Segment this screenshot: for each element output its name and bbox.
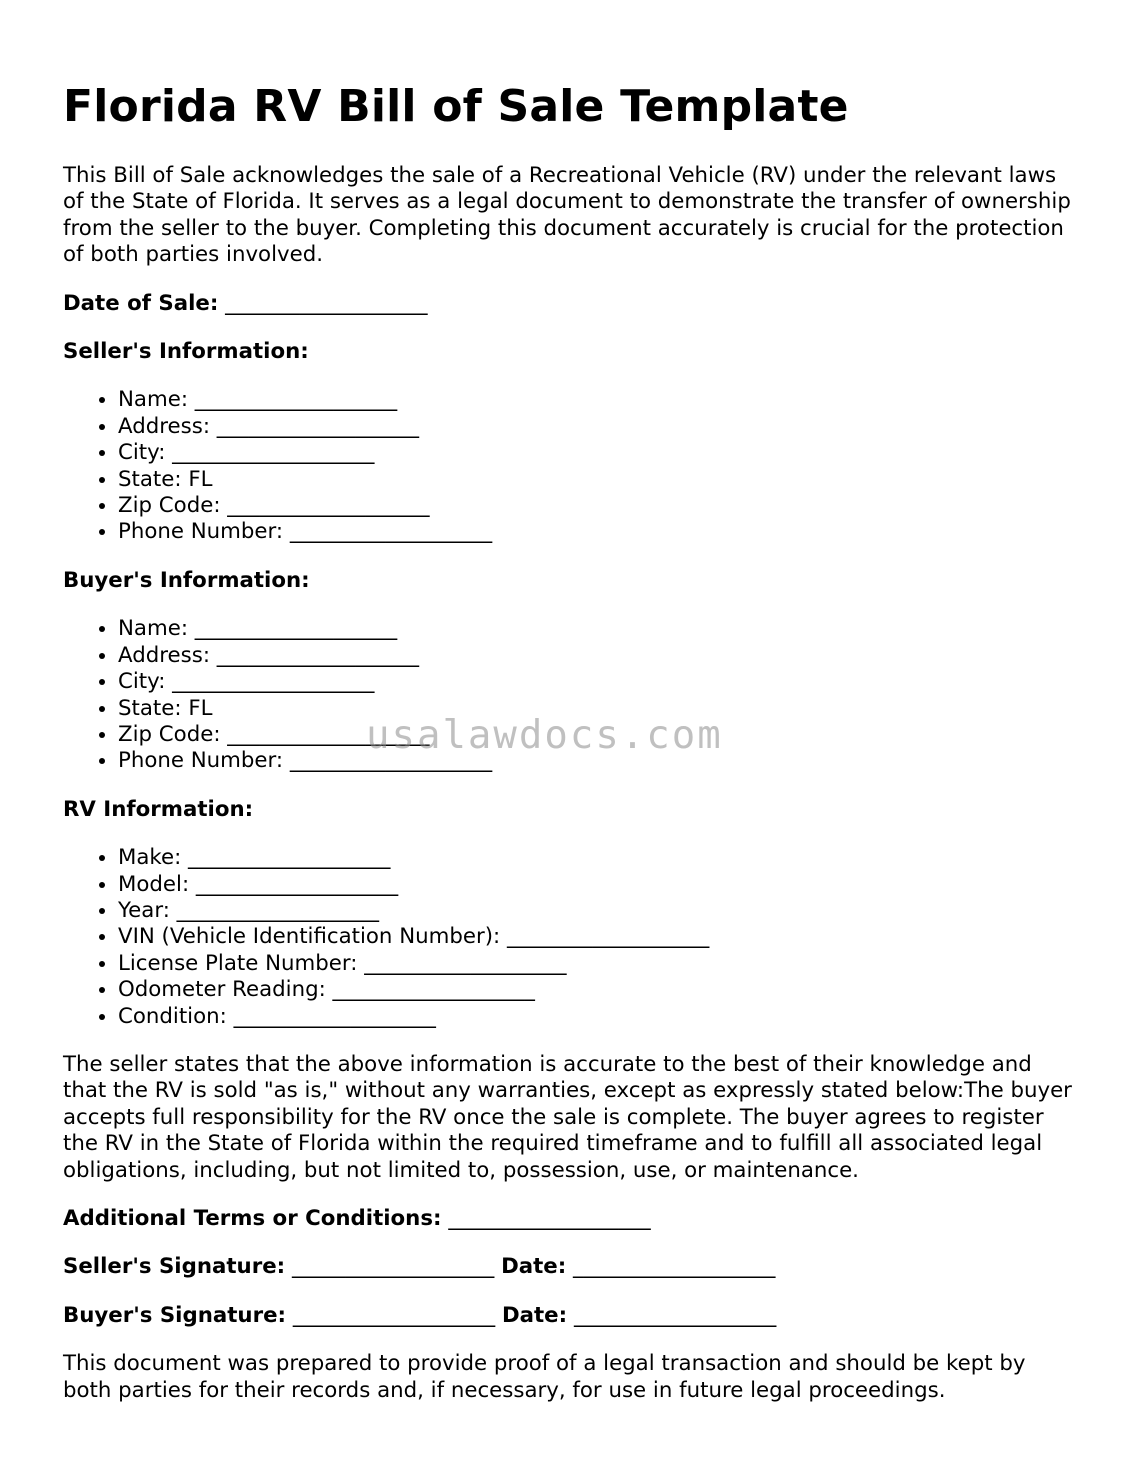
seller-info-list xyxy=(63,387,1073,545)
seller-date-label: Date: xyxy=(501,1254,567,1280)
rv-make-field[interactable]: • Make: ___________________ xyxy=(118,845,1073,871)
buyer-name-field[interactable]: • Name: ___________________ xyxy=(118,616,1073,642)
seller-phone-field[interactable]: • Phone Number: ___________________ xyxy=(118,519,1073,545)
buyer-zip-field[interactable]: • Zip Code: ___________________ xyxy=(118,722,1073,748)
document-page xyxy=(63,78,1073,1404)
rv-condition-field[interactable]: • Condition: ___________________ xyxy=(118,1004,1073,1030)
closing-paragraph: This document was prepared to provide proof of a legal transaction and should be kept by both parties for their records and, if necessary, for use in future legal proceedings. xyxy=(63,1351,1026,1403)
buyer-phone-field[interactable]: • Phone Number: ___________________ xyxy=(118,748,1073,774)
document-title: Florida RV Bill of Sale Template xyxy=(63,81,849,132)
buyer-signature-blank[interactable]: ___________________ xyxy=(292,1302,496,1328)
date-of-sale-blank[interactable]: ___________________ xyxy=(225,290,428,316)
buyer-info-heading: Buyer's Information: xyxy=(63,567,310,593)
seller-signature-label: Seller's Signature: xyxy=(63,1254,286,1280)
buyer-date-blank[interactable]: ___________________ xyxy=(573,1302,777,1328)
rv-vin-field[interactable]: • VIN (Vehicle Identification Number): ___________________ xyxy=(118,924,1073,950)
intro-paragraph: This Bill of Sale acknowledges the sale of a Recreational Vehicle (RV) under the relevant laws of the State of Florida. It serves as a legal document to demonstrate the transfer of ownership from the seller to the buyer. Completing this document accurately is crucial for the protection of both parties involved. xyxy=(63,163,1071,268)
rv-odometer-field[interactable]: • Odometer Reading: ___________________ xyxy=(118,977,1073,1003)
rv-license-plate-field[interactable]: • License Plate Number: ___________________ xyxy=(118,951,1073,977)
seller-city-field[interactable]: • City: ___________________ xyxy=(118,440,1073,466)
additional-terms-field xyxy=(63,1206,1073,1232)
buyer-info-list xyxy=(63,616,1073,774)
seller-signature-line xyxy=(63,1254,1073,1280)
watermark-text: usalawdocs.com xyxy=(366,713,723,758)
buyer-signature-line xyxy=(63,1303,1073,1329)
rv-info-list xyxy=(63,845,1073,1030)
buyer-date-label: Date: xyxy=(501,1302,568,1328)
seller-info-heading: Seller's Information: xyxy=(63,339,309,365)
seller-state-field: • State: FL xyxy=(118,467,1073,493)
seller-address-field[interactable]: • Address: ___________________ xyxy=(118,414,1073,440)
buyer-signature-label: Buyer's Signature: xyxy=(63,1302,287,1328)
seller-statement-paragraph: The seller states that the above information is accurate to the best of their knowledge and that the RV is sold "as is," without any warranties, except as expressly stated below:The buyer accepts full responsibility for the RV once the sale is complete. The buyer agrees to register the RV in the State of Florida within the required timeframe and to fulfill all associated legal obligations, including, but not limited to, possession, use, or maintenance. xyxy=(63,1051,1072,1183)
buyer-city-field[interactable]: • City: ___________________ xyxy=(118,669,1073,695)
seller-name-field[interactable]: • Name: ___________________ xyxy=(118,387,1073,413)
additional-terms-blank[interactable]: ___________________ xyxy=(448,1206,651,1231)
buyer-state-field: • State: FL xyxy=(118,696,1073,722)
date-of-sale-label: Date of Sale: xyxy=(63,290,219,316)
additional-terms-label: Additional Terms or Conditions: xyxy=(63,1206,442,1231)
seller-zip-field[interactable]: • Zip Code: ___________________ xyxy=(118,493,1073,519)
rv-info-heading: RV Information: xyxy=(63,796,254,822)
buyer-address-field[interactable]: • Address: ___________________ xyxy=(118,643,1073,669)
rv-year-field[interactable]: • Year: ___________________ xyxy=(118,898,1073,924)
seller-signature-blank[interactable]: ___________________ xyxy=(291,1254,495,1280)
rv-model-field[interactable]: • Model: ___________________ xyxy=(118,872,1073,898)
date-of-sale-field xyxy=(63,291,1073,317)
seller-date-blank[interactable]: ___________________ xyxy=(573,1254,776,1280)
